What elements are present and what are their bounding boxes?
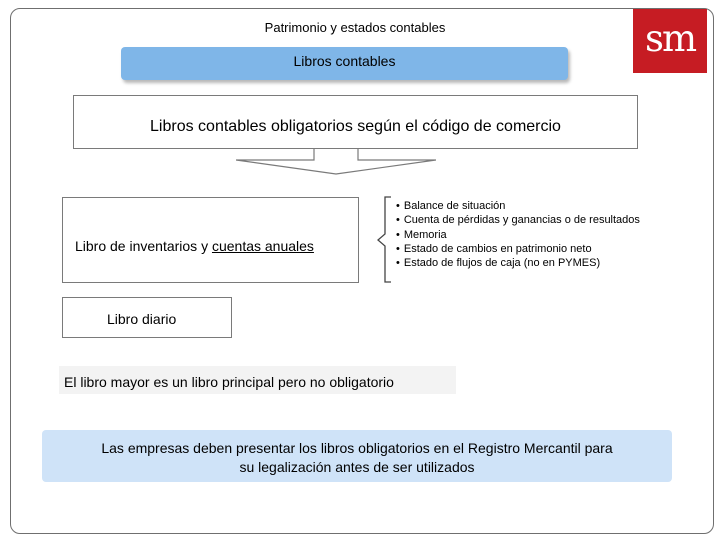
journal-book-box (62, 297, 232, 338)
logo-text: sm (644, 17, 696, 60)
list-item: • Estado de flujos de caja (no en PYMES) (396, 257, 601, 270)
bullet-icon: • (396, 214, 400, 227)
obligatory-books-label: Libros contables obligatorios según el código de comercio (150, 118, 561, 135)
inventory-book-label-part1: Libro de inventarios y (75, 238, 212, 254)
registry-note (42, 430, 672, 482)
annual-accounts-label: cuentas anuales (211, 238, 314, 254)
bullet-icon: • (396, 257, 400, 270)
list-item: • Balance de situación (396, 200, 506, 212)
bullet-icon: • (396, 228, 400, 241)
annual-accounts-list (396, 199, 640, 270)
registry-note-line2: su legalización antes de ser utilizados (239, 459, 475, 475)
obligatory-books-box (73, 95, 638, 149)
sm-logo (633, 9, 707, 73)
list-item: • Cuenta de pérdidas y ganancias o de resultados (396, 214, 640, 227)
banner-label: Libros contables (293, 53, 396, 69)
list-item: • Estado de cambios en patrimonio neto (396, 242, 592, 255)
section-banner (121, 47, 568, 80)
ledger-note-label: El libro mayor es un libro principal pero no obligatorio (64, 374, 394, 390)
journal-book-label: Libro diario (107, 311, 177, 327)
page-title: Patrimonio y estados contables (264, 20, 446, 35)
bullet-icon: • (396, 242, 400, 255)
ledger-note (59, 366, 456, 394)
down-arrow-icon (236, 148, 436, 176)
registry-note-line1: Las empresas deben presentar los libros obligatorios en el Registro Mercantil para (101, 440, 613, 456)
inventory-book-label (75, 238, 314, 254)
bullet-icon: • (396, 200, 400, 212)
registry-note-text (42, 439, 672, 477)
inventory-book-box (62, 197, 359, 283)
list-item: • Memoria (396, 228, 447, 241)
left-brace-icon (377, 196, 397, 286)
